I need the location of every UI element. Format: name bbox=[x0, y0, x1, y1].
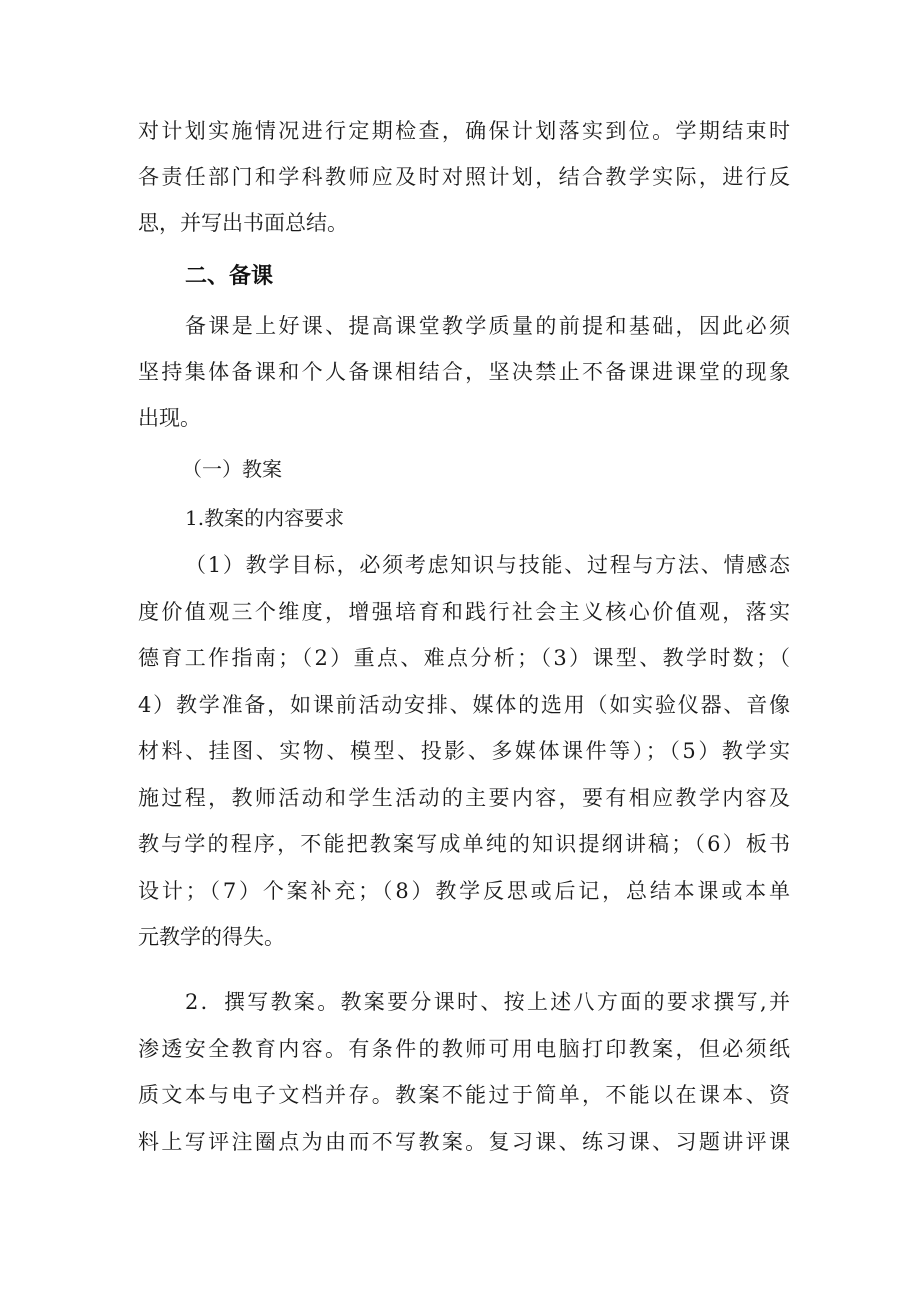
paragraph-3-line-8: 设计；（7）个案补充；（8）教学反思或后记，总结本课或本单 bbox=[138, 879, 790, 903]
paragraph-1-line-1: 对计划实施情况进行定期检查，确保计划落实到位。学期结束时 bbox=[138, 119, 790, 143]
paragraph-3-line-6: 施过程，教师活动和学生活动的主要内容，要有相应教学内容及 bbox=[138, 786, 790, 810]
subsection-heading: （一）教案 bbox=[182, 457, 282, 481]
section-heading: 二、备课 bbox=[185, 264, 274, 289]
paragraph-2-line-2: 坚持集体备课和个人备课相结合，坚决禁止不备课进课堂的现象 bbox=[138, 360, 790, 384]
paragraph-3-line-1: （1）教学目标，必须考虑知识与技能、过程与方法、情感态 bbox=[185, 553, 790, 577]
item-1-heading: 1.教案的内容要求 bbox=[185, 506, 345, 530]
paragraph-2-line-1: 备课是上好课、提高课堂教学质量的前提和基础，因此必须 bbox=[185, 314, 790, 338]
paragraph-2-line-3: 出现。 bbox=[138, 406, 201, 430]
paragraph-1-line-3: 思，并写出书面总结。 bbox=[138, 211, 348, 235]
paragraph-4-line-3: 质文本与电子文档并存。教案不能过于简单，不能以在课本、资 bbox=[138, 1083, 790, 1107]
paragraph-4-line-2: 渗透安全教育内容。有条件的教师可用电脑打印教案，但必须纸 bbox=[138, 1037, 790, 1061]
paragraph-3-line-2: 度价值观三个维度，增强培育和践行社会主义核心价值观，落实 bbox=[138, 600, 790, 624]
paragraph-3-line-5: 材料、挂图、实物、模型、投影、多媒体课件等）；（5）教学实 bbox=[138, 739, 790, 763]
paragraph-3-line-3: 德育工作指南；（2）重点、难点分析；（3）课型、教学时数；（ bbox=[138, 646, 790, 670]
paragraph-4-line-1: 2．撰写教案。教案要分课时、按上述八方面的要求撰写,并 bbox=[185, 990, 790, 1014]
paragraph-3-line-4: 4）教学准备，如课前活动安排、媒体的选用（如实验仪器、音像 bbox=[138, 693, 790, 717]
paragraph-1-line-2: 各责任部门和学科教师应及时对照计划，结合教学实际，进行反 bbox=[138, 165, 790, 189]
paragraph-3-line-9: 元教学的得失。 bbox=[138, 925, 285, 949]
paragraph-4-line-4: 料上写评注圈点为由而不写教案。复习课、练习课、习题讲评课 bbox=[138, 1130, 790, 1154]
paragraph-3-line-7: 教与学的程序，不能把教案写成单纯的知识提纲讲稿；（6）板书 bbox=[138, 832, 790, 856]
